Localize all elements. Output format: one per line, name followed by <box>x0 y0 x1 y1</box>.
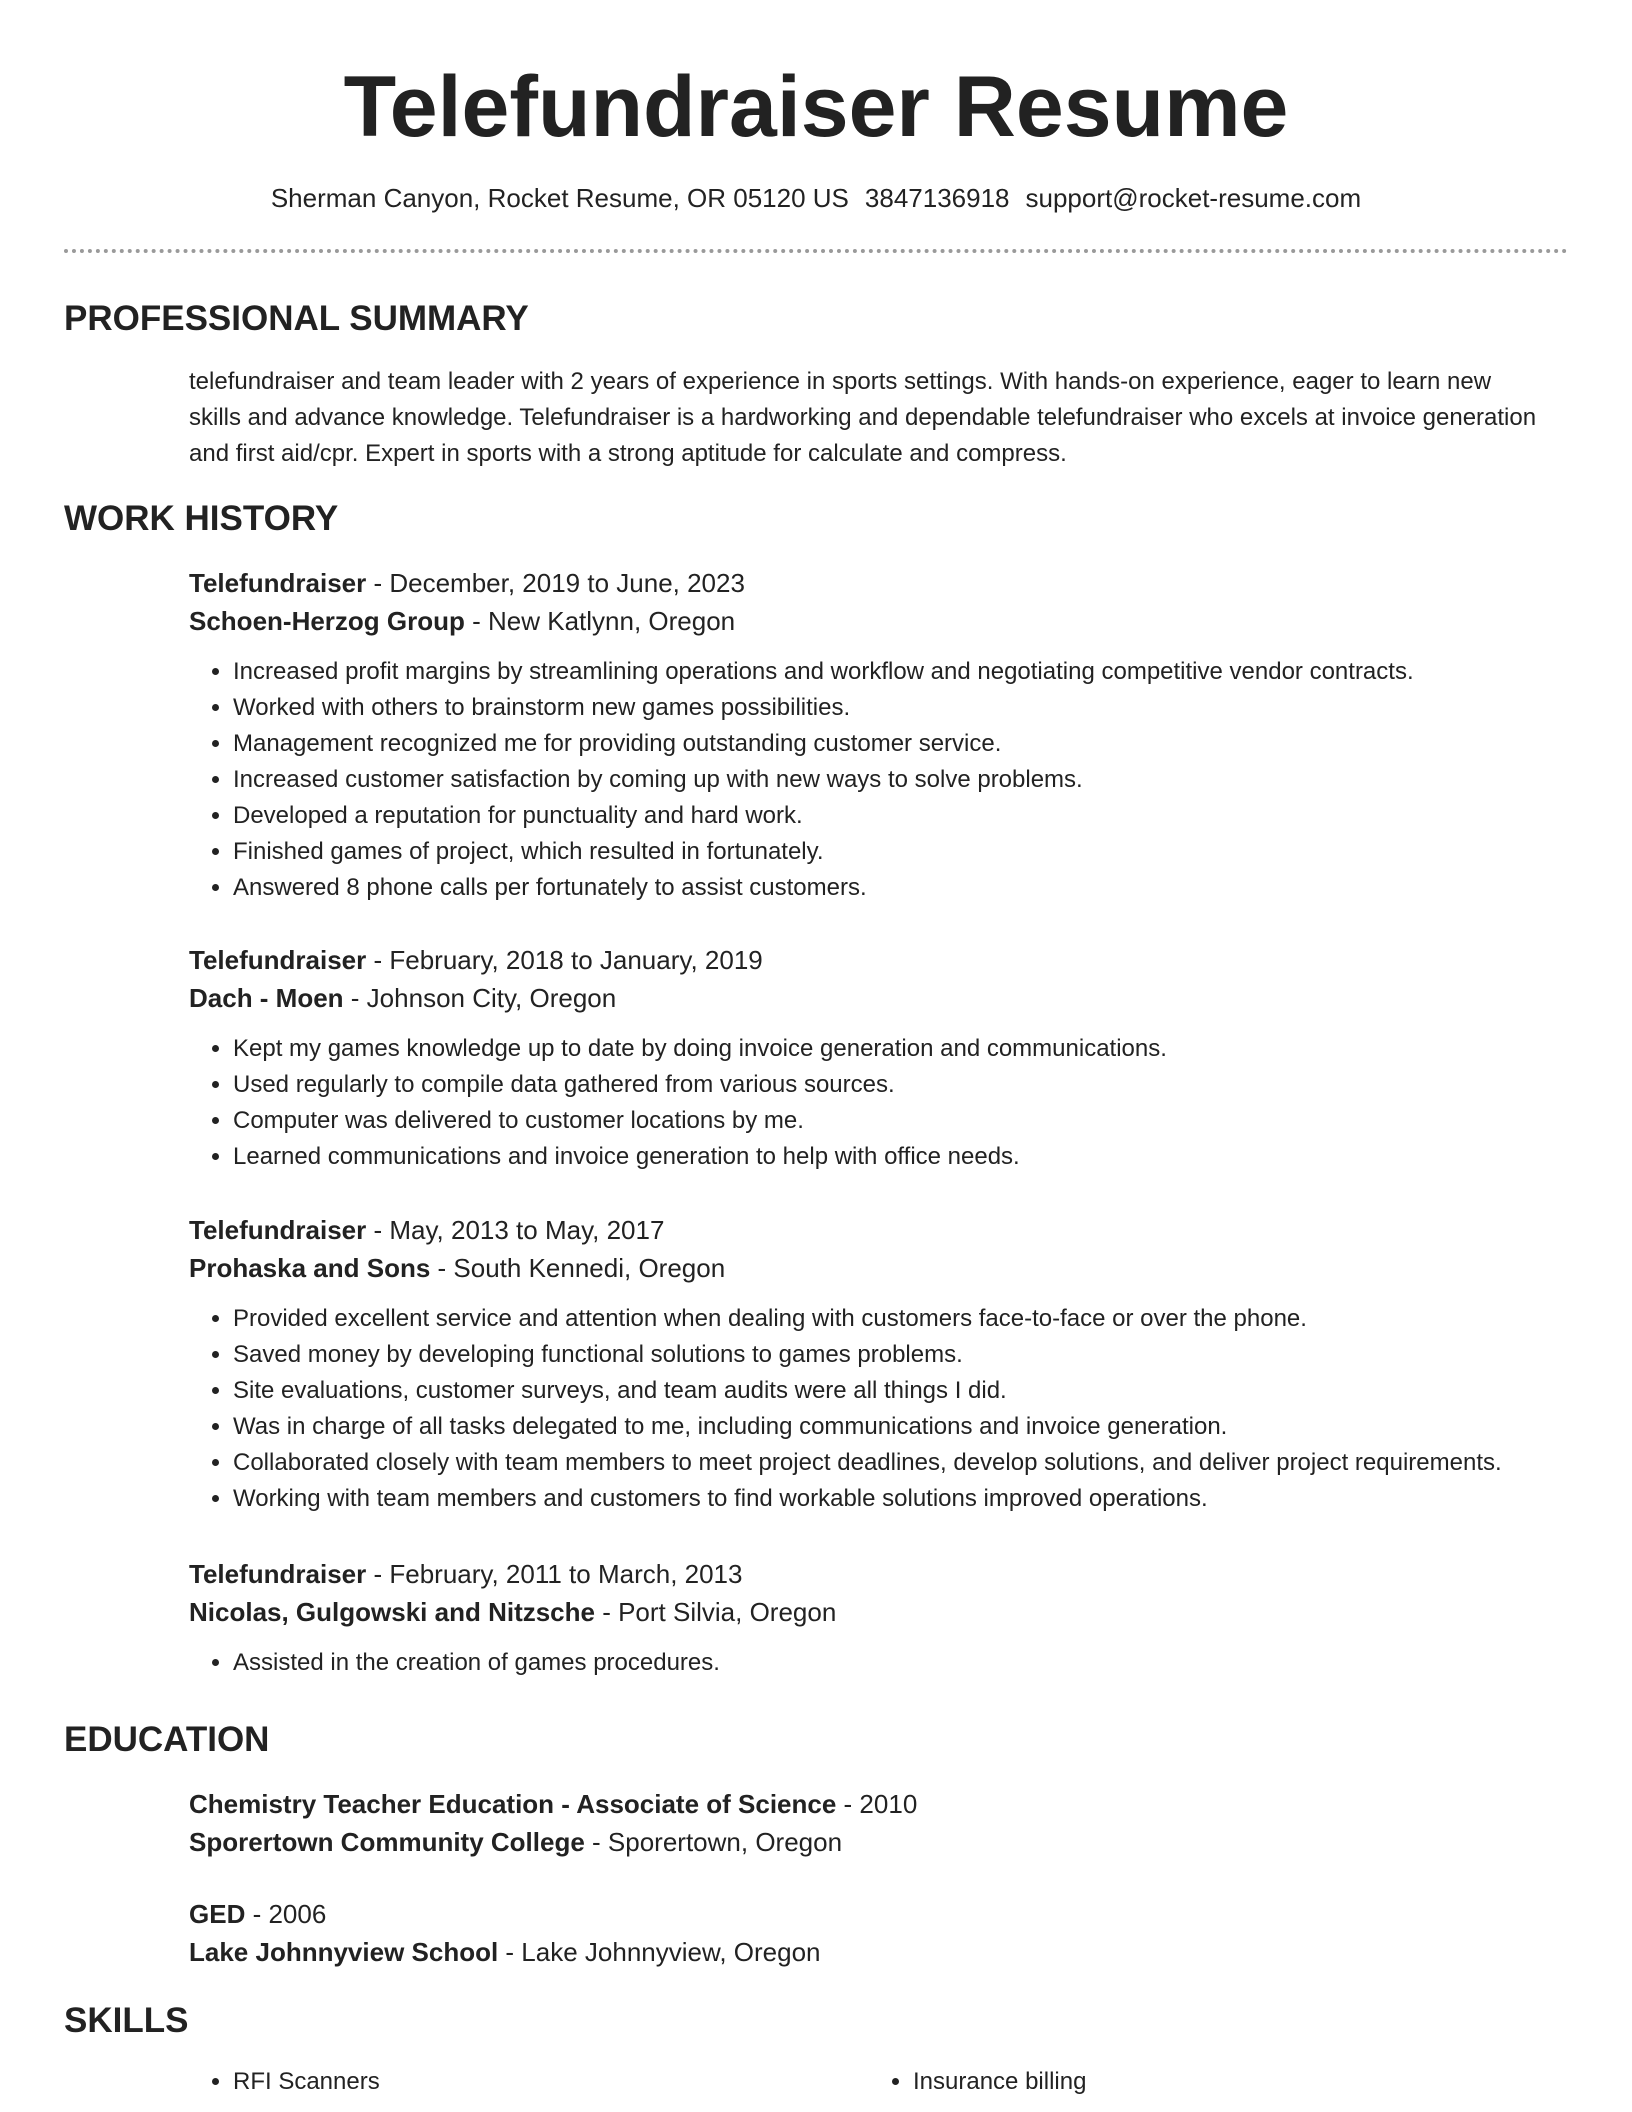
job-company: Schoen-Herzog Group <box>189 606 465 636</box>
job-company-line <box>189 1593 1569 1631</box>
summary-text: telefundraiser and team leader with 2 years of experience in sports settings. With hands-on experience, eager to learn new skills and advance knowledge. Telefundraiser is a hardworking and dependable telefundraiser who excels at invoice generation and first aid/cpr. Expert in sports with a strong aptitude for calculate and compress. <box>189 368 1537 467</box>
contact-address: Sherman Canyon, Rocket Resume, OR 05120 US <box>270 183 849 213</box>
education-school-line <box>189 1933 1569 1971</box>
job-location: - Johnson City, Oregon <box>343 983 617 1013</box>
skill-item: • RFI Scanners <box>233 2064 380 2100</box>
job-entry <box>189 564 1569 906</box>
list-item: • Working with team members and customers to find workable solutions improved operations. <box>233 1481 1569 1517</box>
list-item: • Increased profit margins by streamlining operations and workflow and negotiating competitive vendor contracts. <box>233 654 1569 690</box>
job-bullets <box>189 1301 1569 1517</box>
list-item: • Site evaluations, customer surveys, and team audits were all things I did. <box>233 1373 1569 1409</box>
section-title-summary: PROFESSIONAL SUMMARY <box>64 299 529 338</box>
job-title-line <box>189 941 1569 979</box>
job-title: Telefundraiser <box>189 945 367 975</box>
section-title-skills: SKILLS <box>64 2001 189 2040</box>
job-company-line <box>189 602 1569 640</box>
job-bullets <box>189 1031 1569 1175</box>
skills-column-left <box>189 2064 380 2100</box>
resume-title: Telefundraiser Resume <box>343 59 1289 155</box>
education-degree: GED <box>189 1899 246 1929</box>
list-item: • Provided excellent service and attention when dealing with customers face-to-face or over the phone. <box>233 1301 1569 1337</box>
education-year: - 2010 <box>836 1789 918 1819</box>
job-dates: - February, 2011 to March, 2013 <box>366 1559 743 1589</box>
contact-phone: 3847136918 <box>864 183 1010 213</box>
list-item: • Answered 8 phone calls per fortunately to assist customers. <box>233 870 1569 906</box>
list-item: • Assisted in the creation of games procedures. <box>233 1645 1569 1681</box>
job-location: - New Katlynn, Oregon <box>464 606 736 636</box>
skills-column-right <box>869 2064 1086 2100</box>
job-company: Prohaska and Sons <box>189 1253 431 1283</box>
job-company-line <box>189 979 1569 1017</box>
list-item: • Developed a reputation for punctuality and hard work. <box>233 798 1569 834</box>
list-item: • Was in charge of all tasks delegated to me, including communications and invoice generation. <box>233 1409 1569 1445</box>
job-entry <box>189 941 1569 1175</box>
list-item: • Used regularly to compile data gathered from various sources. <box>233 1067 1569 1103</box>
education-entry <box>189 1895 1569 1971</box>
list-item: • Finished games of project, which resulted in fortunately. <box>233 834 1569 870</box>
list-item: • Management recognized me for providing outstanding customer service. <box>233 726 1569 762</box>
list-item: • Collaborated closely with team members to meet project deadlines, develop solutions, and deliver project requirements. <box>233 1445 1569 1481</box>
education-school: Lake Johnnyview School <box>189 1937 499 1967</box>
education-year: - 2006 <box>245 1899 327 1929</box>
education-location: - Lake Johnnyview, Oregon <box>498 1937 821 1967</box>
list-item: • Computer was delivered to customer locations by me. <box>233 1103 1569 1139</box>
list-item: • Increased customer satisfaction by coming up with new ways to solve problems. <box>233 762 1569 798</box>
job-title-line <box>189 564 1569 602</box>
education-degree-line <box>189 1895 1569 1933</box>
list-item: • Worked with others to brainstorm new games possibilities. <box>233 690 1569 726</box>
job-bullets <box>189 654 1569 906</box>
job-title: Telefundraiser <box>189 568 367 598</box>
job-dates: - May, 2013 to May, 2017 <box>366 1215 665 1245</box>
skill-item: • Insurance billing <box>913 2064 1086 2100</box>
job-entry <box>189 1555 1569 1681</box>
education-school: Sporertown Community College <box>189 1827 585 1857</box>
job-title: Telefundraiser <box>189 1559 367 1589</box>
job-title-line <box>189 1211 1569 1249</box>
job-title-line <box>189 1555 1569 1593</box>
job-company-line <box>189 1249 1569 1287</box>
job-dates: - February, 2018 to January, 2019 <box>366 945 763 975</box>
list-item: • Kept my games knowledge up to date by doing invoice generation and communications. <box>233 1031 1569 1067</box>
job-company: Dach - Moen <box>189 983 344 1013</box>
contact-line <box>0 180 1632 216</box>
job-location: - Port Silvia, Oregon <box>594 1597 837 1627</box>
section-title-education: EDUCATION <box>64 1720 270 1759</box>
job-location: - South Kennedi, Oregon <box>430 1253 726 1283</box>
education-school-line <box>189 1823 1569 1861</box>
job-title: Telefundraiser <box>189 1215 367 1245</box>
education-degree: Chemistry Teacher Education - Associate of Science <box>189 1789 837 1819</box>
list-item: • Saved money by developing functional solutions to games problems. <box>233 1337 1569 1373</box>
education-entry <box>189 1785 1569 1861</box>
job-dates: - December, 2019 to June, 2023 <box>366 568 745 598</box>
contact-email[interactable]: support@rocket-resume.com <box>1025 183 1362 213</box>
list-item: • Learned communications and invoice generation to help with office needs. <box>233 1139 1569 1175</box>
job-bullets <box>189 1645 1569 1681</box>
section-title-work-history: WORK HISTORY <box>64 499 339 538</box>
job-company: Nicolas, Gulgowski and Nitzsche <box>189 1597 595 1627</box>
education-location: - Sporertown, Oregon <box>584 1827 843 1857</box>
job-entry <box>189 1211 1569 1517</box>
education-degree-line <box>189 1785 1569 1823</box>
header-divider <box>64 249 1568 253</box>
